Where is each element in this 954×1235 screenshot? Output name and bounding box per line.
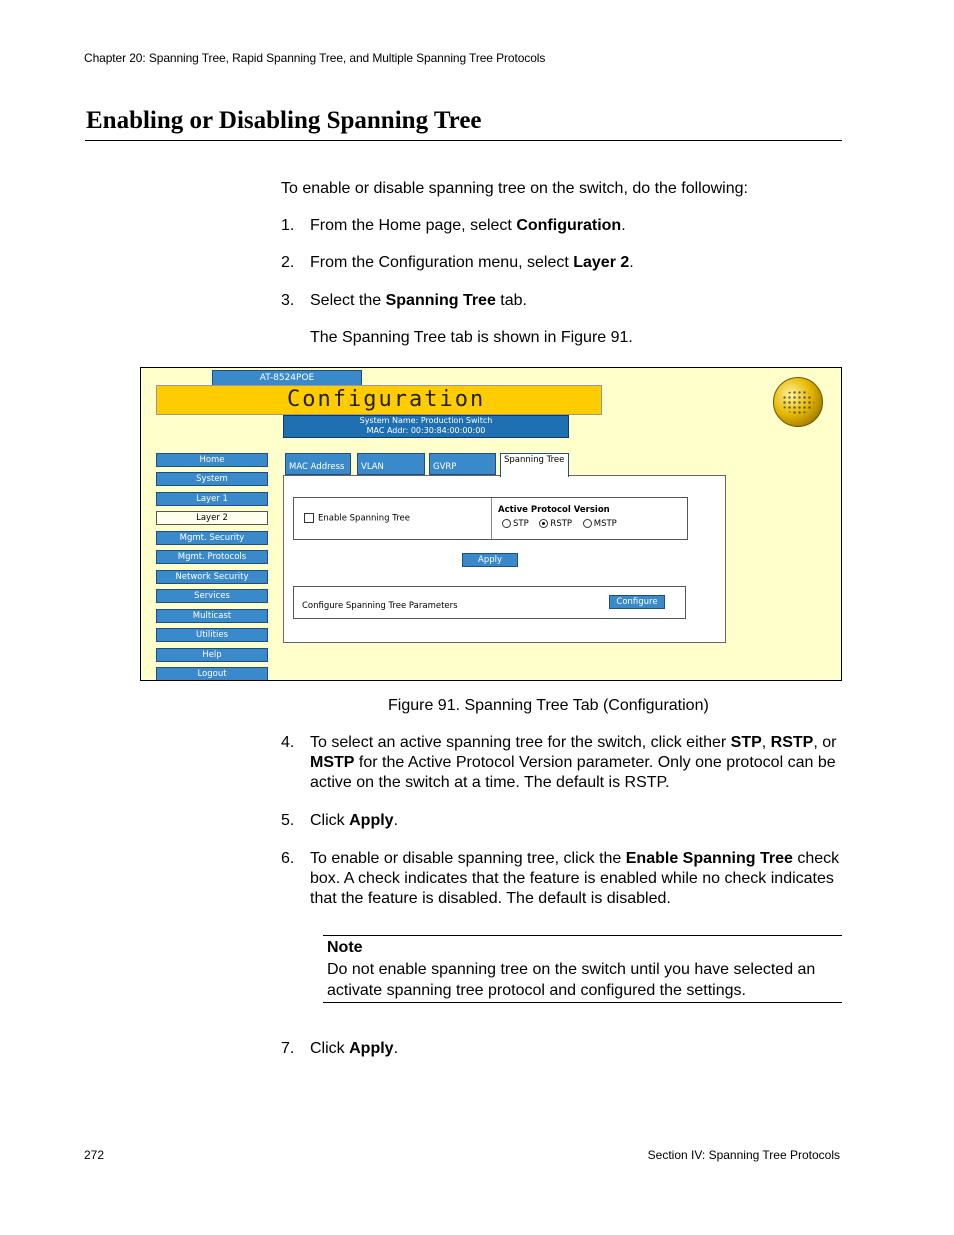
- stp-label: STP: [513, 519, 529, 529]
- settings-box: [293, 497, 688, 540]
- step-text-bold: Enable Spanning Tree: [625, 850, 793, 867]
- step-text: [310, 216, 840, 236]
- step-text-plain: From the Configuration menu, select: [310, 254, 574, 271]
- mstp-label: MSTP: [593, 519, 617, 529]
- nav-layer-1[interactable]: Layer 1: [156, 492, 268, 506]
- step-text-bold: Apply: [349, 1040, 394, 1057]
- protocol-heading: Active Protocol Version: [498, 505, 610, 515]
- tab-spanning-tree[interactable]: Spanning Tree: [500, 453, 569, 477]
- step-text-plain: for the Active Protocol Version parameter. Only one protocol can be active on the switch at a time. The default is RSTP.: [310, 754, 836, 791]
- enable-spanning-tree-option[interactable]: [304, 513, 410, 524]
- tab-gvrp[interactable]: GVRP: [429, 453, 496, 475]
- step-number: 3.: [281, 292, 295, 309]
- nav-system[interactable]: System: [156, 472, 268, 486]
- step-text-plain: .: [393, 1040, 399, 1057]
- rstp-label: RSTP: [550, 519, 573, 529]
- step-text: [310, 253, 840, 273]
- enable-spanning-tree-checkbox[interactable]: [304, 513, 314, 523]
- page-title: Configuration: [287, 387, 486, 412]
- step-text-bold: Layer 2: [573, 254, 630, 271]
- nav-help[interactable]: Help: [156, 648, 268, 662]
- stp-radio[interactable]: [502, 519, 511, 528]
- system-info-box: [283, 415, 569, 438]
- tab-vlan[interactable]: VLAN: [357, 453, 425, 475]
- globe-logo-icon: [773, 377, 823, 427]
- step-text-bold: MSTP: [310, 754, 355, 771]
- step-text-plain: Select the: [310, 292, 386, 309]
- note-top-rule: [323, 935, 842, 936]
- step-number: 4.: [281, 734, 295, 751]
- spanning-tree-panel: [283, 475, 726, 643]
- settings-divider: [491, 498, 492, 539]
- protocol-radio-group: [502, 519, 617, 529]
- tab-mac-address[interactable]: MAC Address: [285, 453, 351, 475]
- step-text-bold: Spanning Tree: [385, 292, 496, 309]
- step-text-bold: Configuration: [516, 217, 622, 234]
- running-head: Chapter 20: Spanning Tree, Rapid Spanning Tree, and Multiple Spanning Tree Protocols: [84, 51, 546, 65]
- step-text-plain: Click: [310, 1040, 350, 1057]
- step-text: [310, 811, 840, 831]
- step-text: [310, 1039, 840, 1059]
- nav-multicast[interactable]: Multicast: [156, 609, 268, 623]
- nav-network-security[interactable]: Network Security: [156, 570, 268, 584]
- step-text: [310, 291, 840, 311]
- figure-screenshot: [140, 367, 842, 681]
- system-name: System Name: Production Switch: [359, 416, 493, 425]
- step-3-followup: The Spanning Tree tab is shown in Figure 91.: [310, 329, 633, 346]
- intro-paragraph: To enable or disable spanning tree on the switch, do the following:: [281, 180, 748, 197]
- product-tab[interactable]: AT-8524POE: [212, 370, 362, 386]
- step-text: [310, 733, 840, 793]
- note-text: Do not enable spanning tree on the switch until you have selected an activate spanning tree protocol and configured the settings.: [327, 961, 816, 999]
- note-bottom-rule: [323, 1002, 842, 1003]
- nav-mgmt-protocols[interactable]: Mgmt. Protocols: [156, 550, 268, 564]
- mac-address: MAC Addr: 00:30:84:00:00:00: [366, 426, 486, 435]
- apply-button[interactable]: Apply: [462, 553, 518, 567]
- step-text-plain: ,: [761, 734, 771, 751]
- mstp-radio[interactable]: [583, 519, 592, 528]
- nav-mgmt-security[interactable]: Mgmt. Security: [156, 531, 268, 545]
- figure-caption: Figure 91. Spanning Tree Tab (Configuration): [388, 697, 709, 714]
- step-number: 6.: [281, 850, 295, 867]
- title-rule: [85, 140, 842, 141]
- step-number: 2.: [281, 254, 295, 271]
- step-number: 1.: [281, 217, 295, 234]
- step-text-plain: .: [621, 217, 626, 234]
- section-title: Enabling or Disabling Spanning Tree: [86, 107, 482, 134]
- page-number: 272: [84, 1148, 105, 1162]
- step-text-plain: .: [393, 812, 399, 829]
- nav-layer-2[interactable]: Layer 2: [156, 511, 268, 525]
- step-text-plain: , or: [813, 734, 837, 751]
- enable-spanning-tree-label: Enable Spanning Tree: [318, 513, 410, 524]
- step-text-plain: From the Home page, select: [310, 217, 517, 234]
- step-number: 5.: [281, 812, 295, 829]
- step-text-bold: Apply: [349, 812, 394, 829]
- config-title-bar: [156, 385, 602, 415]
- step-text-bold: STP: [730, 734, 762, 751]
- step-number: 7.: [281, 1040, 295, 1057]
- footer-section: Section IV: Spanning Tree Protocols: [647, 1148, 840, 1162]
- parameters-box: [293, 586, 686, 619]
- nav-logout[interactable]: Logout: [156, 667, 268, 681]
- nav-services[interactable]: Services: [156, 589, 268, 603]
- step-text-plain: To select an active spanning tree for the switch, click either: [310, 734, 731, 751]
- rstp-radio[interactable]: [539, 519, 548, 528]
- step-text-plain: .: [629, 254, 634, 271]
- step-text-plain: To enable or disable spanning tree, click the: [310, 850, 626, 867]
- nav-utilities[interactable]: Utilities: [156, 628, 268, 642]
- step-text-bold: RSTP: [770, 734, 814, 751]
- nav-home[interactable]: Home: [156, 453, 268, 467]
- configure-parameters-label: Configure Spanning Tree Parameters: [302, 601, 458, 611]
- configure-button[interactable]: Configure: [609, 595, 665, 609]
- step-text-plain: Click: [310, 812, 350, 829]
- step-text-plain: tab.: [495, 292, 527, 309]
- note-label: Note: [327, 939, 363, 956]
- step-text-plain: check box. A check indicates that the feature is enabled while no check indicates that the feature is disabled. The default is disabled.: [310, 850, 840, 907]
- step-text: [310, 849, 840, 909]
